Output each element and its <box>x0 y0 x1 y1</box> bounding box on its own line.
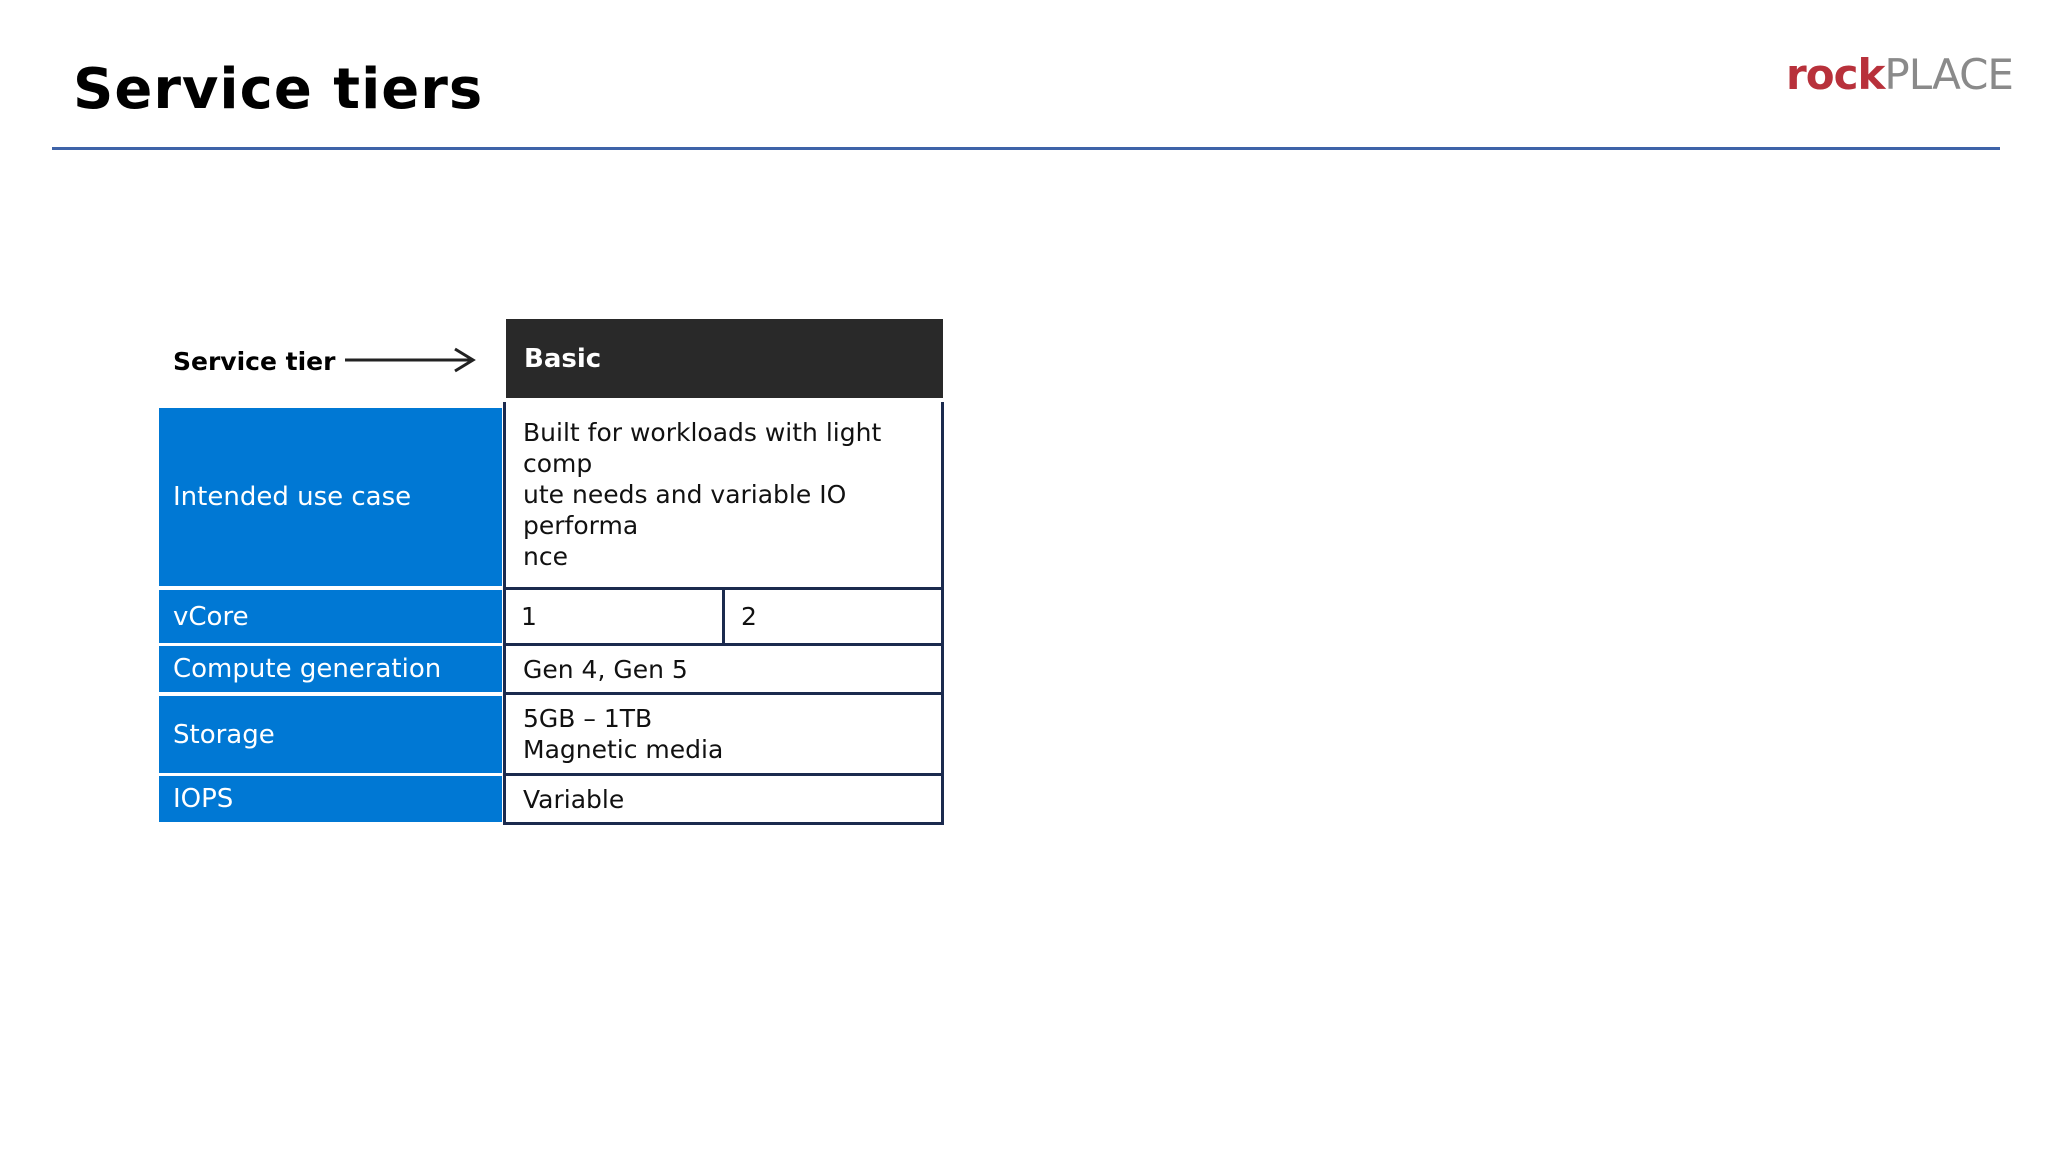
tier-name: Basic <box>524 343 602 374</box>
row-label-text: IOPS <box>173 784 234 814</box>
row-label-vcore <box>159 590 502 643</box>
row-label-intended-use-case <box>159 408 502 586</box>
row-label-text: Intended use case <box>173 482 412 512</box>
use-case-text <box>523 417 941 572</box>
compute-generation-value: Gen 4, Gen 5 <box>523 654 688 684</box>
logo-text-place: PLACE <box>1884 50 2013 99</box>
use-case-line: Built for workloads with light comp <box>523 418 882 478</box>
slide-title: Service tiers <box>73 57 484 122</box>
row-label-text: vCore <box>173 601 249 632</box>
company-logo <box>1786 50 2013 99</box>
right-arrow-icon <box>343 345 478 375</box>
cell-storage <box>503 692 944 776</box>
row-label-storage <box>159 696 502 773</box>
cell-vcore-2 <box>722 587 944 646</box>
row-label-text: Storage <box>173 719 275 750</box>
row-label-iops <box>159 776 502 822</box>
storage-text <box>523 703 723 765</box>
use-case-line: ute needs and variable IO performa <box>523 480 847 540</box>
row-label-compute-generation <box>159 646 502 692</box>
vcore-value: 2 <box>741 602 757 631</box>
logo-text-rock: rock <box>1786 50 1885 99</box>
row-label-text: Compute generation <box>173 654 442 684</box>
iops-value: Variable <box>523 784 625 814</box>
service-tier-label: Service tier <box>173 347 336 376</box>
use-case-line: nce <box>523 542 568 571</box>
tier-header-basic <box>506 319 943 398</box>
storage-line: 5GB – 1TB <box>523 704 653 733</box>
cell-intended-use-case <box>503 402 944 590</box>
title-divider <box>52 147 2000 150</box>
storage-line: Magnetic media <box>523 735 724 764</box>
cell-iops <box>503 773 944 825</box>
cell-vcore-1 <box>503 587 725 646</box>
cell-compute-generation <box>503 643 944 695</box>
vcore-value: 1 <box>521 602 537 631</box>
